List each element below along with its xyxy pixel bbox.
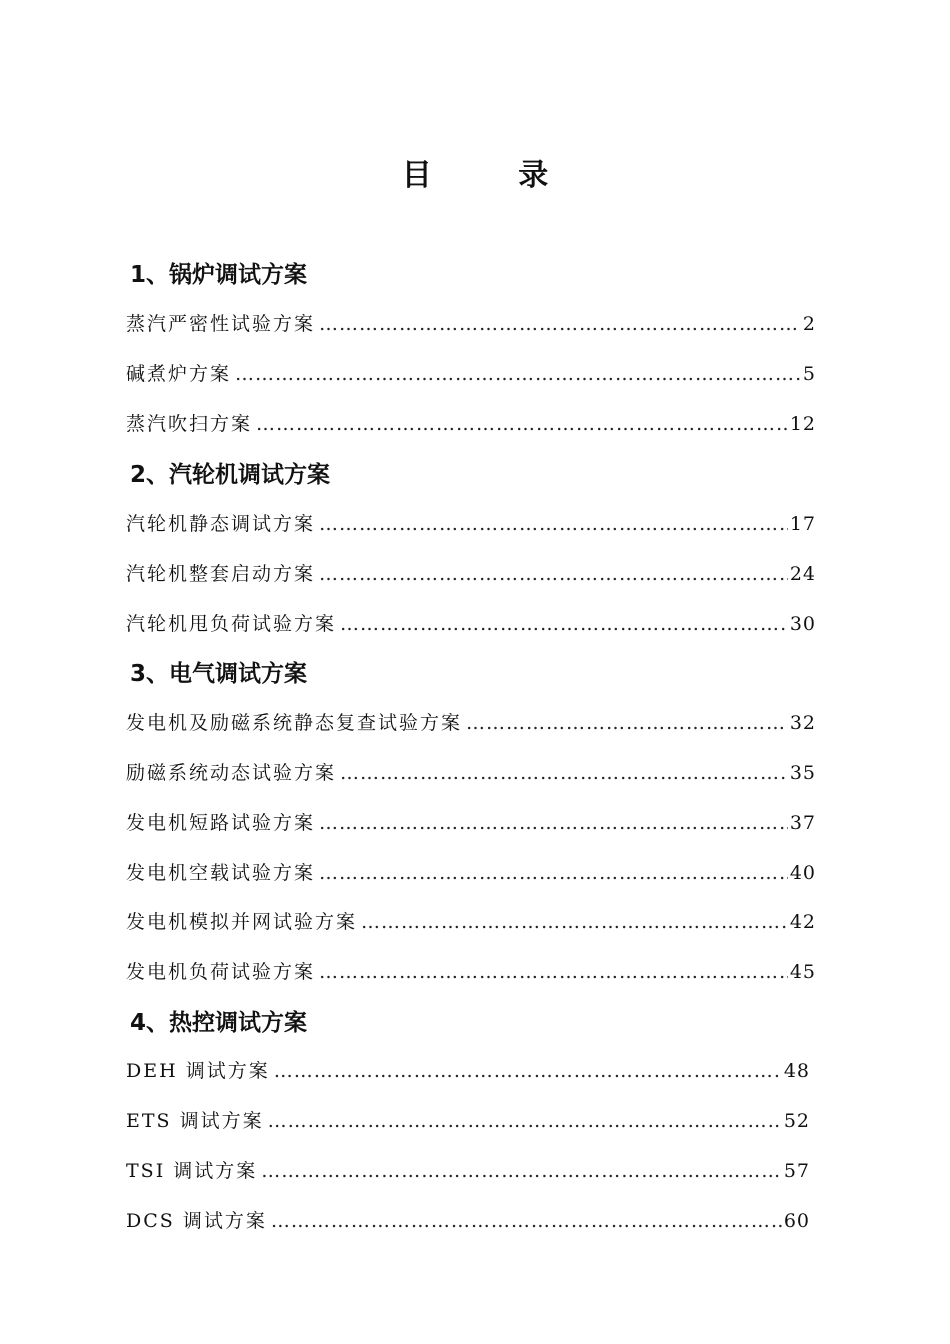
- toc-entry[interactable]: [126, 1056, 810, 1086]
- toc-entry-page: 40: [789, 862, 816, 884]
- dot-leader: [235, 359, 801, 389]
- dot-leader: [466, 708, 788, 738]
- toc-entry[interactable]: [126, 758, 816, 788]
- toc-entry-label: DEH 调试方案: [126, 1060, 270, 1082]
- toc-entry-label: 蒸汽严密性试验方案: [126, 313, 316, 335]
- toc-entry-page: 30: [789, 613, 816, 635]
- dot-leader: [340, 609, 788, 639]
- toc-entry-page: 52: [783, 1110, 810, 1132]
- toc-entry-page: 12: [789, 413, 816, 435]
- toc-entry-label: 蒸汽吹扫方案: [126, 413, 253, 435]
- toc-entry-label: 发电机及励磁系统静态复查试验方案: [126, 712, 463, 734]
- toc-entry[interactable]: [126, 1156, 810, 1186]
- dot-leader: [361, 907, 788, 937]
- toc-entry-label: 汽轮机静态调试方案: [126, 513, 316, 535]
- toc-entry[interactable]: [126, 309, 816, 339]
- toc-entry-label: 励磁系统动态试验方案: [126, 762, 337, 784]
- toc-entry-label: 发电机负荷试验方案: [126, 961, 316, 983]
- section-heading-boiler: 1、锅炉调试方案: [130, 262, 308, 288]
- toc-entry[interactable]: [126, 957, 816, 987]
- toc-entry[interactable]: [126, 359, 816, 389]
- toc-title: 目 录: [401, 158, 587, 193]
- dot-leader: [319, 509, 788, 539]
- dot-leader: [319, 957, 788, 987]
- toc-entry-label: 汽轮机整套启动方案: [126, 563, 316, 585]
- toc-entry-page: 24: [789, 563, 816, 585]
- toc-entry-label: 发电机空载试验方案: [126, 862, 316, 884]
- dot-leader: [319, 858, 788, 888]
- section-heading-electrical: 3、电气调试方案: [130, 661, 308, 687]
- toc-entry-page: 37: [789, 812, 816, 834]
- dot-leader: [271, 1206, 782, 1236]
- toc-entry-label: 汽轮机甩负荷试验方案: [126, 613, 337, 635]
- toc-entry[interactable]: [126, 1206, 810, 1236]
- toc-entry[interactable]: [126, 609, 816, 639]
- toc-entry-label: DCS 调试方案: [126, 1210, 267, 1232]
- toc-entry-page: 45: [789, 961, 816, 983]
- toc-entry-page: 2: [802, 313, 816, 335]
- toc-entry[interactable]: [126, 808, 816, 838]
- dot-leader: [319, 559, 788, 589]
- toc-entry-page: 60: [783, 1210, 810, 1232]
- toc-entry[interactable]: [126, 1106, 810, 1136]
- dot-leader: [319, 808, 788, 838]
- dot-leader: [268, 1106, 782, 1136]
- section-heading-thermal-control: 4、热控调试方案: [130, 1010, 308, 1036]
- toc-entry-label: 发电机短路试验方案: [126, 812, 316, 834]
- toc-entry-page: 35: [789, 762, 816, 784]
- toc-entry-page: 42: [789, 911, 816, 933]
- dot-leader: [261, 1156, 782, 1186]
- toc-entry[interactable]: [126, 509, 816, 539]
- section-heading-turbine: 2、汽轮机调试方案: [130, 462, 331, 488]
- toc-entry-page: 57: [783, 1160, 810, 1182]
- toc-entry-page: 5: [802, 363, 816, 385]
- toc-entry-label: ETS 调试方案: [126, 1110, 264, 1132]
- dot-leader: [274, 1056, 782, 1086]
- toc-entry[interactable]: [126, 907, 816, 937]
- toc-entry-page: 48: [783, 1060, 810, 1082]
- dot-leader: [319, 309, 801, 339]
- toc-entry[interactable]: [126, 708, 816, 738]
- toc-entry-label: 碱煮炉方案: [126, 363, 232, 385]
- toc-entry[interactable]: [126, 409, 816, 439]
- dot-leader: [340, 758, 788, 788]
- toc-entry-page: 32: [789, 712, 816, 734]
- toc-entry-label: TSI 调试方案: [126, 1160, 258, 1182]
- toc-entry[interactable]: [126, 559, 816, 589]
- toc-entry-page: 17: [789, 513, 816, 535]
- toc-entry-label: 发电机模拟并网试验方案: [126, 911, 358, 933]
- toc-entry[interactable]: [126, 858, 816, 888]
- dot-leader: [256, 409, 788, 439]
